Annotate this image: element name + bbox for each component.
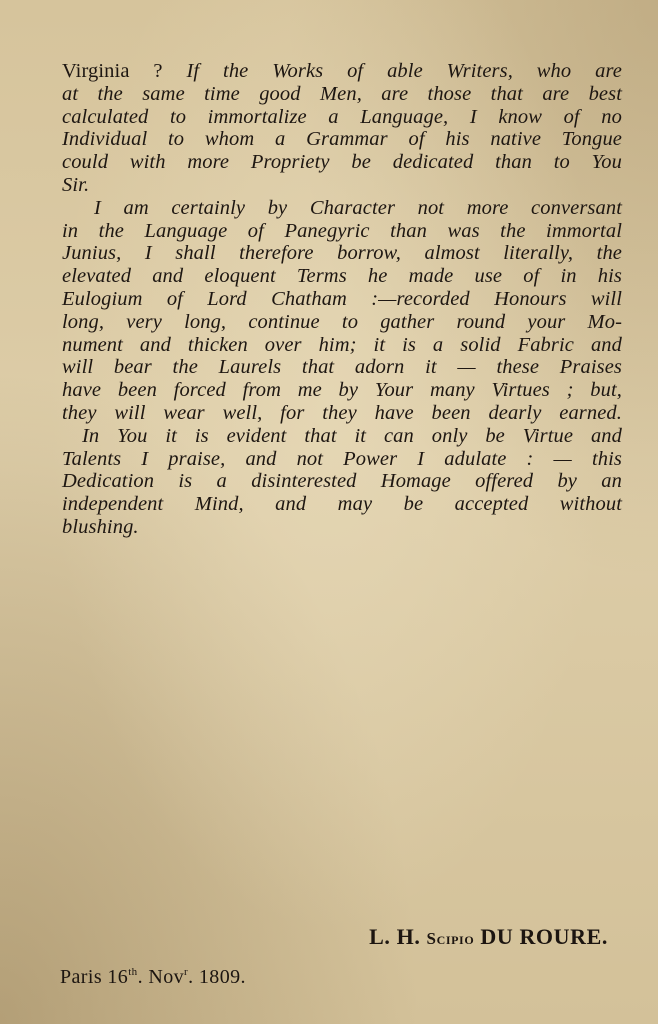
text-line-16: they will wear well, for they have been dearly earned. xyxy=(62,401,622,424)
text-line-1-rest: If the Works of able Writers, who are xyxy=(186,60,622,82)
text-line-20: independent Mind, and may be accepted without xyxy=(62,493,622,516)
text-line-1-prefix: Virginia ? xyxy=(62,60,187,82)
signature-initials: L. H. xyxy=(369,924,427,949)
dateline-month-suffix: r xyxy=(184,966,189,978)
text-line-10: elevated and eloquent Terms he made use of in his xyxy=(62,265,622,288)
signature-surname: DU ROURE. xyxy=(474,924,608,949)
text-line-3: calculated to immortalize a Language, I know of no xyxy=(62,105,622,128)
dedication-text xyxy=(62,60,622,539)
text-line-18: Talents I praise, and not Power I adulate : — this xyxy=(62,447,622,470)
text-line-15: have been forced from me by Your many Virtues ; but, xyxy=(62,379,622,402)
text-line-5: could with more Propriety be dedicated than to You xyxy=(62,151,622,174)
dateline-month: . Nov xyxy=(137,966,185,988)
text-line-2: at the same time good Men, are those that are best xyxy=(62,82,622,105)
dateline-day-suffix: th xyxy=(128,966,138,978)
dateline xyxy=(60,966,246,989)
text-line-4: Individual to whom a Grammar of his native Tongue xyxy=(62,128,622,151)
text-line-9: Junius, I shall therefore borrow, almost literally, the xyxy=(62,242,622,265)
text-line-17: In You it is evident that it can only be Virtue and xyxy=(82,424,622,447)
text-line-6: Sir. xyxy=(62,173,90,196)
text-line-11: Eulogium of Lord Chatham :—recorded Honours will xyxy=(62,287,622,310)
text-line-8: in the Language of Panegyric than was the immortal xyxy=(62,219,622,242)
text-line-14: will bear the Laurels that adorn it — these Praises xyxy=(62,356,622,379)
text-line-13: nument and thicken over him; it is a solid Fabric and xyxy=(62,333,622,356)
text-line-7: I am certainly by Character not more conversant xyxy=(94,196,622,219)
text-line-12: long, very long, continue to gather round your Mo- xyxy=(62,310,622,333)
dateline-city-day: Paris 16 xyxy=(60,966,129,988)
text-line-1 xyxy=(62,60,622,83)
author-signature xyxy=(369,924,608,950)
dateline-year: . 1809. xyxy=(188,966,246,988)
signature-given-name: Scipio xyxy=(426,929,475,948)
text-line-21: blushing. xyxy=(62,515,139,538)
text-line-19: Dedication is a disinterested Homage offered by an xyxy=(62,470,622,493)
